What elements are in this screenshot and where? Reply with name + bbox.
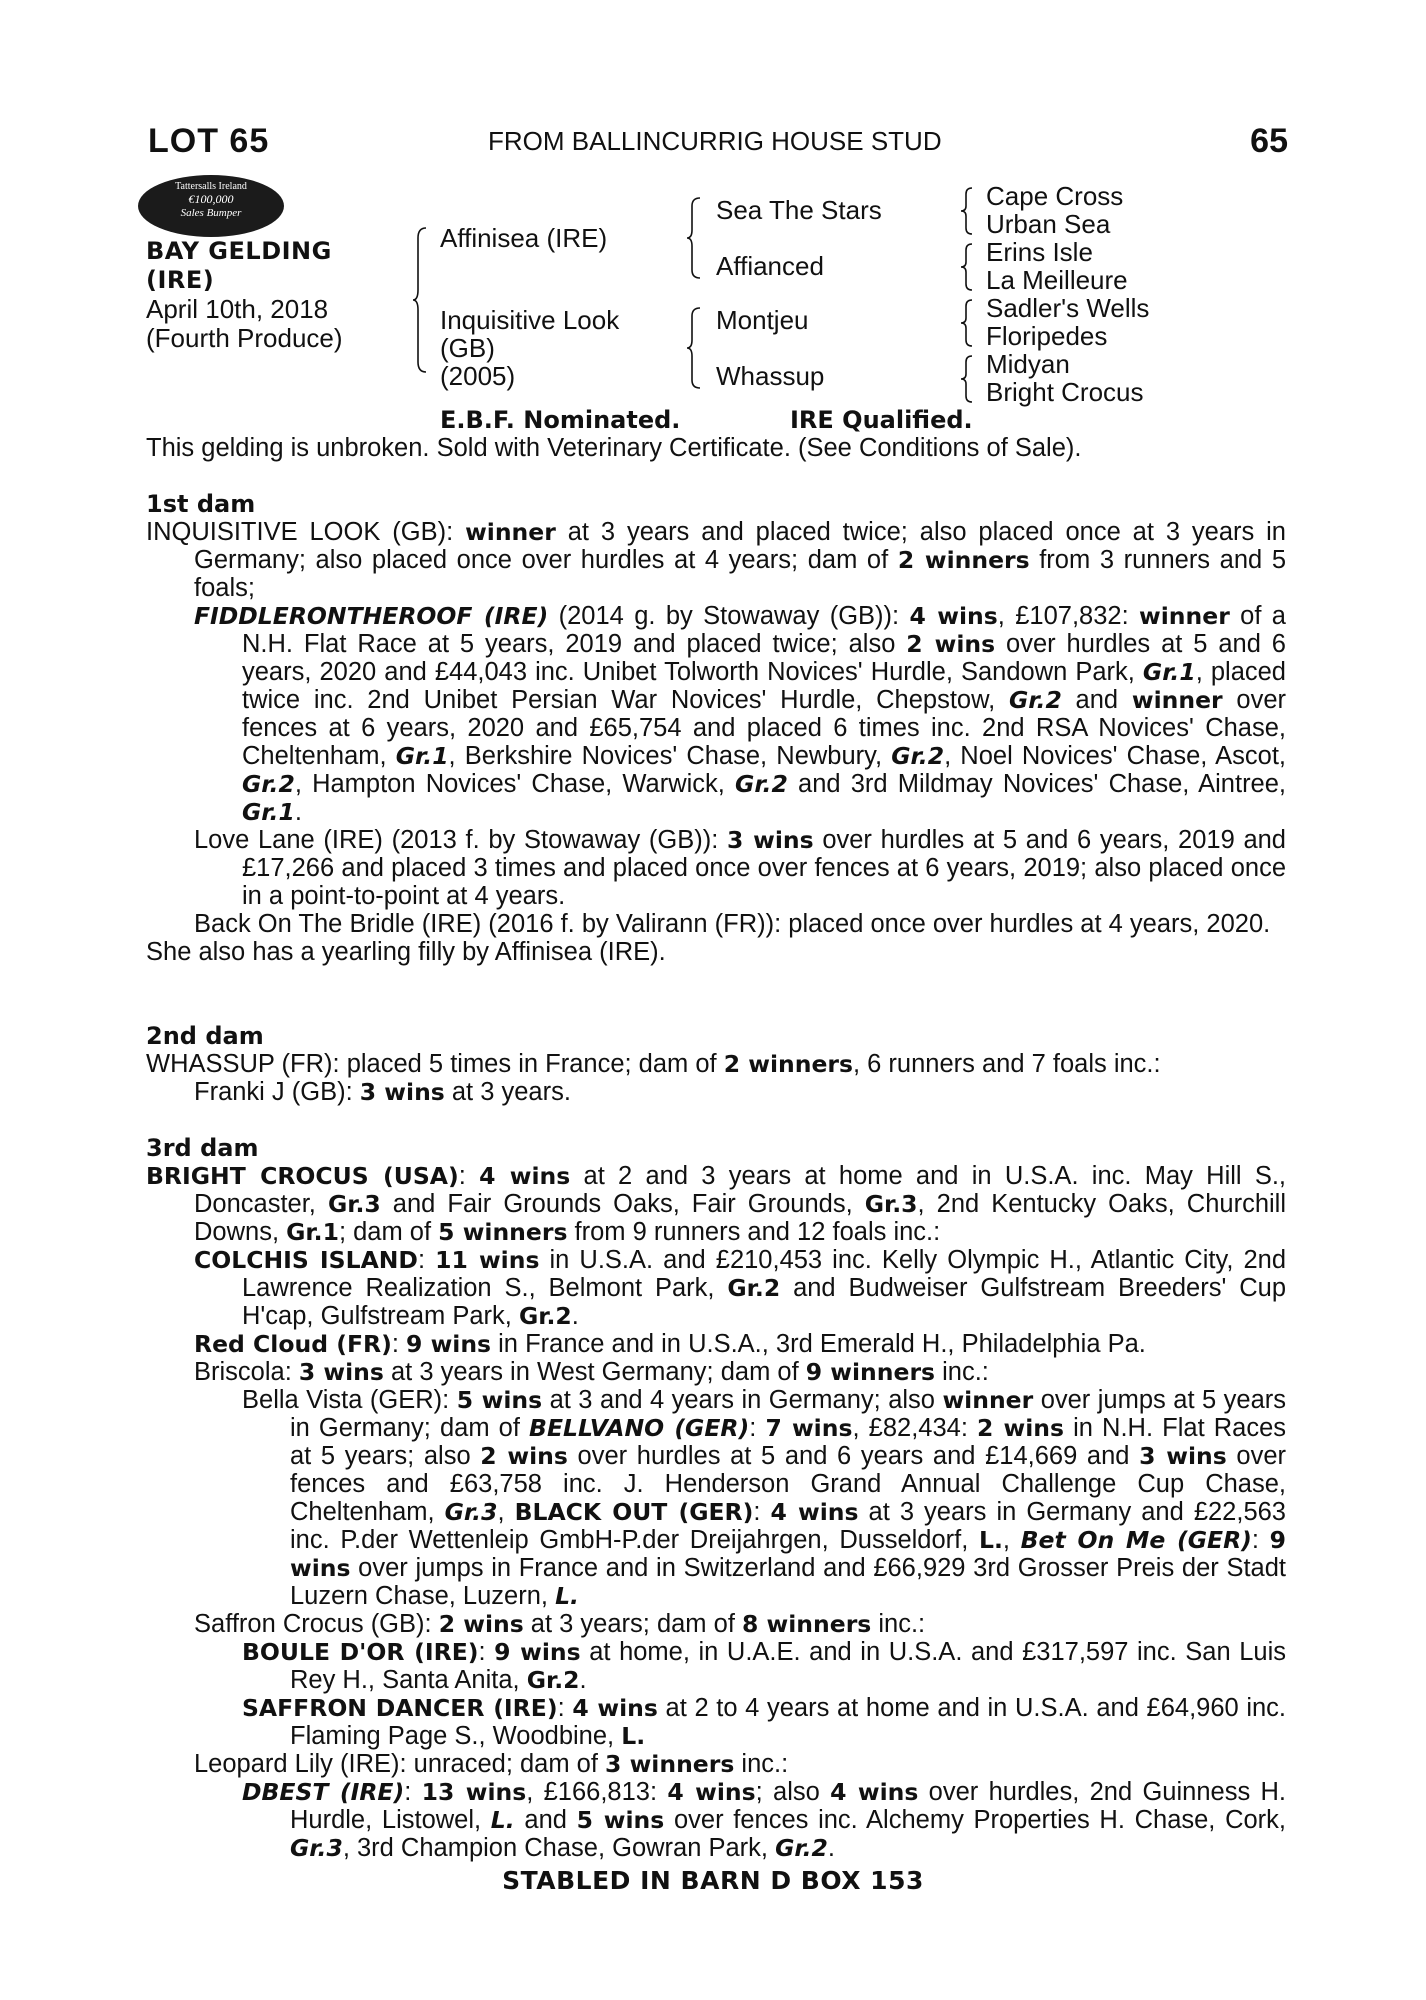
gdam-4: Bright Crocus [986,377,1144,407]
sale-note: This gelding is unbroken. Sold with Veterinary Certificate. (See Conditions of Sale). [146,434,1082,462]
horse-name: BAY GELDING [146,237,332,265]
third-dam-section [146,1134,1286,1862]
badge-line3: Sales Bumper [180,207,242,219]
gdam-1: Urban Sea [986,209,1111,239]
lot-number: 65 [1250,122,1288,160]
sire-name: Affinisea (IRE) [440,223,608,253]
pedigree-brace-g3 [960,298,976,348]
progeny-bella-vista: Bella Vista (GER): 5 wins at 3 and 4 years in Germany; also winner over jumps at 5 years in Germany; dam of BELLVANO (GER): 7 wins, £82,434: 2 wins in N.H. Flat Races at 5 years; also 2 wins over hurdles at 5 and 6 years and £14,669 and 3 wins over fences and £63,758 inc. J. Henderson Grand Annual Challenge Cup Chase, Cheltenham, Gr.3, BLACK OUT (GER): 4 wins at 3 years in Germany and £22,563 inc. P.der Wettenleip GmbH-P.der Dreijahrgen, Dusseldorf, L., Bet On Me (GER): 9 wins over jumps in France and in Switzerland and £66,929 3rd Grosser Preis der Stadt Luzern Chase, Luzern, L. [242,1386,1287,1610]
horse-origin: (IRE) [146,266,215,294]
dam-name-line2: (GB) [440,333,495,363]
ebf-nominated: E.B.F. Nominated. [440,406,681,434]
first-dam-summary: INQUISITIVE LOOK (GB): winner at 3 years and placed twice; also placed once at 3 years in Germany; also placed once over hurdles at 4 years; dam of 2 winners from 3 runners and 5 foals; [146,518,1286,602]
stud-name: FROM BALLINCURRIG HOUSE STUD [488,126,942,156]
second-dam-heading: 2nd dam [146,1022,264,1050]
progeny-briscola: Briscola: 3 wins at 3 years in West Germany; dam of 9 winners inc.: [194,1358,989,1386]
pedigree-brace-sire [686,196,704,282]
gsire-1: Cape Cross [986,181,1124,211]
badge-line2: €100,000 [188,192,234,206]
pedigree-brace-g1 [960,186,976,236]
progeny-love-lane: Love Lane (IRE) (2013 f. by Stowaway (GB)): 3 wins over hurdles at 5 and 6 years, 2019 and £17,266 and placed 3 times and placed once over fences at 6 years, 2019; also placed once in a point-to-point at 4 years. [194,826,1286,910]
dam-dam: Whassup [716,361,825,391]
progeny-franki-j: Franki J (GB): 3 wins at 3 years. [194,1078,571,1106]
gsire-3: Sadler's Wells [986,293,1150,323]
progeny-dbest: DBEST (IRE): 13 wins, £166,813: 4 wins; also 4 wins over hurdles, 2nd Guinness H. Hurdle, Listowel, L. and 5 wins over fences inc. Alchemy Properties H. Chase, Cork, Gr.3, 3rd Champion Chase, Gowran Park, Gr.2. [242,1778,1287,1862]
pedigree-brace-g4 [960,354,976,404]
progeny-yearling: She also has a yearling filly by Affinisea (IRE). [146,938,666,966]
sales-bumper-badge [138,175,284,237]
second-dam-summary: WHASSUP (FR): placed 5 times in France; dam of 2 winners, 6 runners and 7 foals inc.: [146,1050,1161,1078]
pedigree-brace-main [412,226,430,374]
progeny-colchis-island: COLCHIS ISLAND: 11 wins in U.S.A. and £210,453 inc. Kelly Olympic H., Atlantic City, 2nd Lawrence Realization S., Belmont Park, Gr.2 and Budweiser Gulfstream Breeders' Cup H'cap, Gulfstream Park, Gr.2. [194,1246,1287,1330]
badge-line1: Tattersalls Ireland [175,181,247,192]
dam-name-line1: Inquisitive Look [440,305,620,335]
horse-produce: (Fourth Produce) [146,323,343,353]
gsire-4: Midyan [986,349,1070,379]
horse-dob: April 10th, 2018 [146,294,329,324]
pedigree-brace-dam [686,306,704,392]
sire-sire: Sea The Stars [716,195,882,225]
progeny-saffron-dancer: SAFFRON DANCER (IRE): 4 wins at 2 to 4 years at home and in U.S.A. and £64,960 inc. Flaming Page S., Woodbine, L. [242,1694,1287,1750]
gsire-2: Erins Isle [986,237,1093,267]
progeny-back-on-the-bridle: Back On The Bridle (IRE) (2016 f. by Valirann (FR)): placed once over hurdles at 4 years, 2020. [194,910,1271,938]
progeny-red-cloud: Red Cloud (FR): 9 wins in France and in U.S.A., 3rd Emerald H., Philadelphia Pa. [194,1330,1146,1358]
gdam-3: Floripedes [986,321,1108,351]
dam-name-line3: (2005) [440,361,516,391]
horse-info [146,237,343,353]
ire-qualified: IRE Qualified. [790,406,973,434]
third-dam-summary: BRIGHT CROCUS (USA): 4 wins at 2 and 3 years at home and in U.S.A. inc. May Hill S., Doncaster, Gr.3 and Fair Grounds Oaks, Fair Grounds, Gr.3, 2nd Kentucky Oaks, Churchill Downs, Gr.1; dam of 5 winners from 9 runners and 12 foals inc.: [146,1162,1287,1246]
progeny-boule-dor: BOULE D'OR (IRE): 9 wins at home, in U.A.E. and in U.S.A. and £317,597 inc. San Luis Rey H., Santa Anita, Gr.2. [242,1638,1286,1694]
progeny-saffron-crocus: Saffron Crocus (GB): 2 wins at 3 years; dam of 8 winners inc.: [194,1610,926,1638]
stabling-info: STABLED IN BARN D BOX 153 [502,1866,924,1895]
gdam-2: La Meilleure [986,265,1128,295]
pedigree-brace-g2 [960,242,976,292]
dam-sire: Montjeu [716,305,809,335]
third-dam-heading: 3rd dam [146,1134,259,1162]
first-dam-heading: 1st dam [146,490,256,518]
second-dam-section [146,1022,1286,1106]
progeny-leopard-lily: Leopard Lily (IRE): unraced; dam of 3 winners inc.: [194,1750,789,1778]
progeny-fiddlerontheroof: FIDDLERONTHEROOF (IRE) (2014 g. by Stowaway (GB)): 4 wins, £107,832: winner of a N.H. Flat Race at 5 years, 2019 and placed twice; also 2 wins over hurdles at 5 and 6 years, 2020 and £44,043 inc. Unibet Tolworth Novices' Hurdle, Sandown Park, Gr.1, placed twice inc. 2nd Unibet Persian War Novices' Hurdle, Chepstow, Gr.2 and winner over fences at 6 years, 2020 and £65,754 and placed 6 times inc. 2nd RSA Novices' Chase, Cheltenham, Gr.1, Berkshire Novices' Chase, Newbury, Gr.2, Noel Novices' Chase, Ascot, Gr.2, Hampton Novices' Chase, Warwick, Gr.2 and 3rd Mildmay Novices' Chase, Aintree, Gr.1. [194,602,1287,826]
first-dam-section [146,490,1286,966]
sire-dam: Affianced [716,251,824,281]
lot-label: LOT 65 [148,122,270,160]
